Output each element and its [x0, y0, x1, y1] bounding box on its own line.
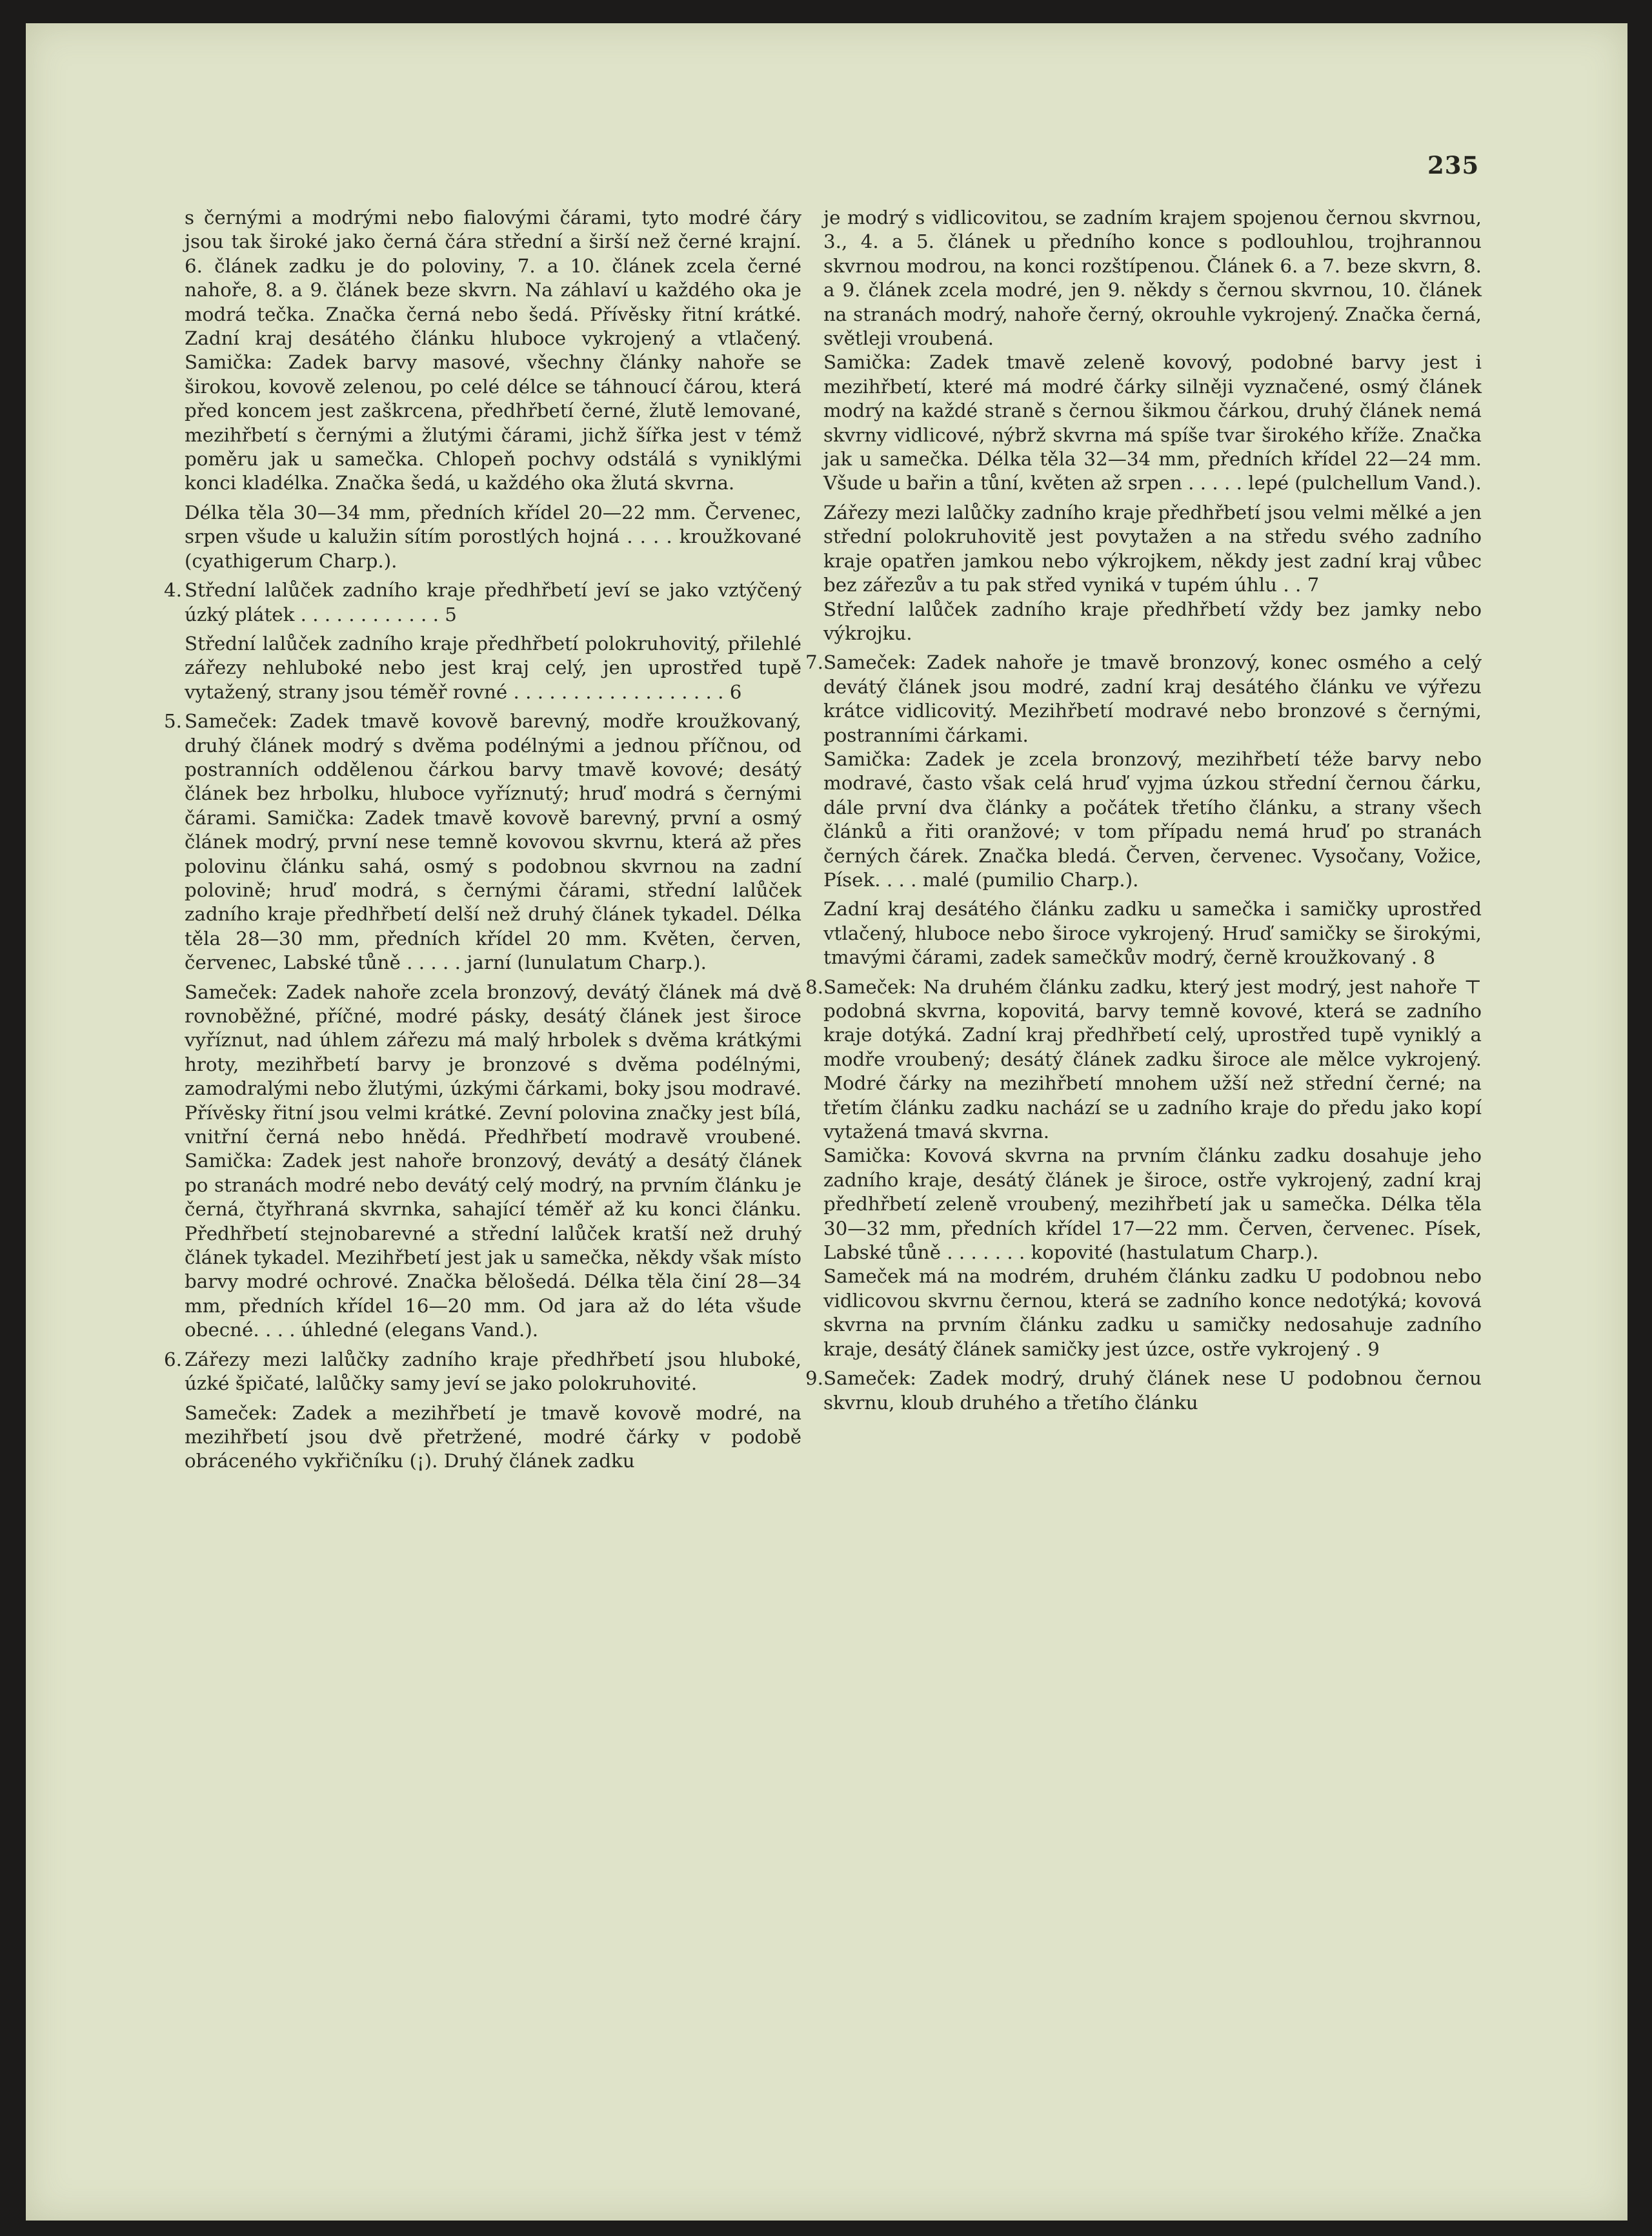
key-entry-8: 8. Sameček: Na druhém článku zadku, který jest modrý, jest nahoře ⊤ podobná skvrna, kopovitá, barvy temně kovové, která se zadního kraje dotýká. Zadní kraj předhřbetí celý, uprostřed tupě vyniklý a modře vroubený; desátý článek zadku široce ale mělce vykrojený. Modré čárky na mezihřbetí mnohem užší než střední černé; na třetím článku zadku nachází se u zadního kraje do předu jako kopí vytažená tmavá skvrna. [805, 975, 1482, 1143]
paragraph: Samička: Zadek tmavě zeleně kovový, podobné barvy jest i mezihřbetí, které má modré čárky silněji vyznačené, osmý článek modrý na každé straně s černou šikmou čárkou, druhý článek nemá skvrny vidlicové, nýbrž skvrna má spíše tvar širokého kříže. Značka jak u samečka. Délka těla 32—34 mm, předních křídel 22—24 mm. Všude u bařin a tůní, květen až srpen . . . . . lepé (pulchellum Vand.). [823, 351, 1482, 494]
book-page [26, 23, 1627, 2221]
key-number: 8. [805, 975, 823, 998]
paragraph: Samička: Zadek je zcela bronzový, mezihřbetí téže barvy nebo modravé, často však celá hruď vyjma úzkou střední černou čárku, dále první dva články a počátek třetího článku, a strany všech článků a řiti oranžové; v tom případu nemá hruď po stranách černých čárek. Značka bledá. Červen, červenec. Vysočany, Vožice, Písek. . . . malé (pumilio Charp.). [823, 747, 1482, 891]
paragraph: Délka těla 30—34 mm, předních křídel 20—22 mm. Červenec, srpen všude u kalužin sítím porostlých hojná . . . . kroužkované (cyathigerum Charp.). [185, 501, 801, 572]
paragraph: Zadní kraj desátého článku zadku u samečka i samičky uprostřed vtlačený, hluboce nebo široce vykrojený. Hruď samičky se širokými, tmavými čárami, zadek samečkův modrý, černě kroužkovaný . 8 [823, 898, 1482, 969]
key-number: 4. [164, 579, 182, 602]
paragraph: Samička: Kovová skvrna na prvním článku zadku dosahuje jeho zadního kraje, desátý článek je široce, ostře vykrojený, zadní kraj předhřbetí zeleně vroubený, mezihřbetí jak u samečka. Délka těla 30—32 mm, předních křídel 17—22 mm. Červen, červenec. Písek, Labské tůně . . . . . . . kopovité (hastulatum Charp.). [823, 1144, 1482, 1264]
key-entry-5: 5. Sameček: Zadek tmavě kovově barevný, modře kroužkovaný, druhý článek modrý s dvěma podélnými a jednou příčnou, od postranních oddělenou čárkou barvy tmavě kovové; desátý článek bez hrbolku, hluboce vyříznutý; hruď modrá s černými čárami. Samička: Zadek tmavě kovově barevný, první a osmý článek modrý, první nese temně kovovou skvrnu, která až přes polovinu článku sahá, osmý s podobnou skvrnou na zadní polovině; hruď modrá, s černými čárami, střední lalůček zadního kraje předhřbetí delší než druhý článek tykadel. Délka těla 28—30 mm, předních křídel 20 mm. Květen, červen, červenec, Labské tůně . . . . . jarní (lunulatum Charp.). [164, 710, 801, 974]
paragraph: Sameček: Zadek nahoře zcela bronzový, devátý článek má dvě rovnoběžné, příčné, modré pásky, desátý článek jest široce vyříznut, nad úhlem zářezu má malý hrbolek s dvěma krátkými hroty, mezihřbetí barvy je bronzové s dvěma podélnými, zamodralými nebo žlutými, úzkými čárkami, boky jsou modravé. Přívěsky řitní jsou velmi krátké. Zevní polovina značky jest bílá, vnitřní černá nebo hnědá. Předhřbetí modravě vroubené. Samička: Zadek jest nahoře bronzový, devátý a desátý článek po stranách modré nebo devátý celý modrý, na prvním článku je černá, čtyřhraná skvrnka, sahající téměř až ku konci článku. Předhřbetí stejnobarevné a střední lalůček kratší než druhý článek tykadel. Mezihřbetí jest jak u samečka, někdy však místo barvy modré ochrové. Značka bělošedá. Délka těla činí 28—34 mm, předních křídel 16—20 mm. Od jara až do léta všude obecné. . . . úhledné (elegans Vand.). [185, 981, 801, 1341]
key-entry-4: 4. Střední lalůček zadního kraje předhřbetí jeví se jako vztýčený úzký plátek . . . . . . . . . . . . 5 [164, 579, 801, 625]
paragraph: s černými a modrými nebo fialovými čárami, tyto modré čáry jsou tak široké jako černá čára střední a širší než černé krajní. 6. článek zadku je do poloviny, 7. a 10. článek zcela černé nahoře, 8. a 9. článek beze skvrn. Na záhlaví u každého oka je modrá tečka. Značka černá nebo šedá. Přívěsky řitní krátké. Zadní kraj desátého článku hluboce vykrojený a vtlačený. Samička: Zadek barvy masové, všechny články nahoře se širokou, kovově zelenou, po celé délce se táhnoucí čárou, která před koncem jest zaškrcena, předhřbetí černé, žlutě lemované, mezihřbetí s černými a žlutými čárami, jichž šířka jest v témž poměru jak u samečka. Chlopeň pochvy odstálá s vyniklými konci kladélka. Značka šedá, u každého oka žlutá skvrna. [185, 207, 801, 494]
right-column [805, 206, 1482, 1415]
key-number: 7. [805, 651, 823, 674]
key-number: 9. [805, 1367, 823, 1390]
paragraph: Střední lalůček zadního kraje předhřbetí vždy bez jamky nebo výkrojku. [823, 598, 1482, 644]
key-entry-6: 6. Zářezy mezi lalůčky zadního kraje předhřbetí jsou hluboké, úzké špičaté, lalůčky samy jeví se jako polokruhovité. [164, 1348, 801, 1395]
paragraph: Střední lalůček zadního kraje předhřbetí polokruhovitý, přilehlé zářezy nehluboké nebo jest kraj celý, jen uprostřed tupě vytažený, strany jsou téměř rovné . . . . . . . . . . . . . . . . . . 6 [185, 632, 801, 703]
paragraph: Sameček: Zadek a mezihřbetí je tmavě kovově modré, na mezihřbetí jsou dvě přetržené, modré čárky v podobě obráceného vykřičníku (¡). Druhý článek zadku [185, 1401, 801, 1472]
paragraph: je modrý s vidlicovitou, se zadním krajem spojenou černou skvrnou, 3., 4. a 5. článek u předního konce s podlouhlou, trojhrannou skvrnou modrou, na konci rozštípenou. Článek 6. a 7. beze skvrn, 8. a 9. článek zcela modré, jen 9. někdy s černou skvrnou, 10. článek na stranách modrý, nahoře černý, okrouhle vykrojený. Značka černá, světleji vroubená. [823, 207, 1482, 350]
left-column [164, 206, 801, 1474]
paragraph: Sameček má na modrém, druhém článku zadku U podobnou nebo vidlicovou skvrnu černou, která se zadního konce nedotýká; kovová skvrna na prvním článku zadku u samičky nedosahuje zadního kraje, desátý článek samičky jest úzce, ostře vykrojený . 9 [823, 1265, 1482, 1360]
key-number: 5. [164, 710, 182, 733]
paragraph: Zářezy mezi lalůčky zadního kraje předhřbetí jsou velmi mělké a jen střední polokruhovitě jest povytažen a na středu svého zadního kraje opatřen jamkou nebo výkrojkem, někdy jest zadní kraj vůbec bez zářezův a tu pak střed vyniká v tupém úhlu . . 7 [823, 501, 1482, 596]
key-number: 6. [164, 1348, 182, 1370]
key-entry-9: 9. Sameček: Zadek modrý, druhý článek nese U podobnou černou skvrnu, kloub druhého a třetího článku [805, 1367, 1482, 1414]
key-entry-7: 7. Sameček: Zadek nahoře je tmavě bronzový, konec osmého a celý devátý článek jsou modré, zadní kraj desátého článku ve výřezu krátce vidlicovitý. Mezihřbetí modravé nebo bronzové s černými, postranními čárkami. [805, 651, 1482, 746]
page-number: 235 [1427, 151, 1480, 179]
